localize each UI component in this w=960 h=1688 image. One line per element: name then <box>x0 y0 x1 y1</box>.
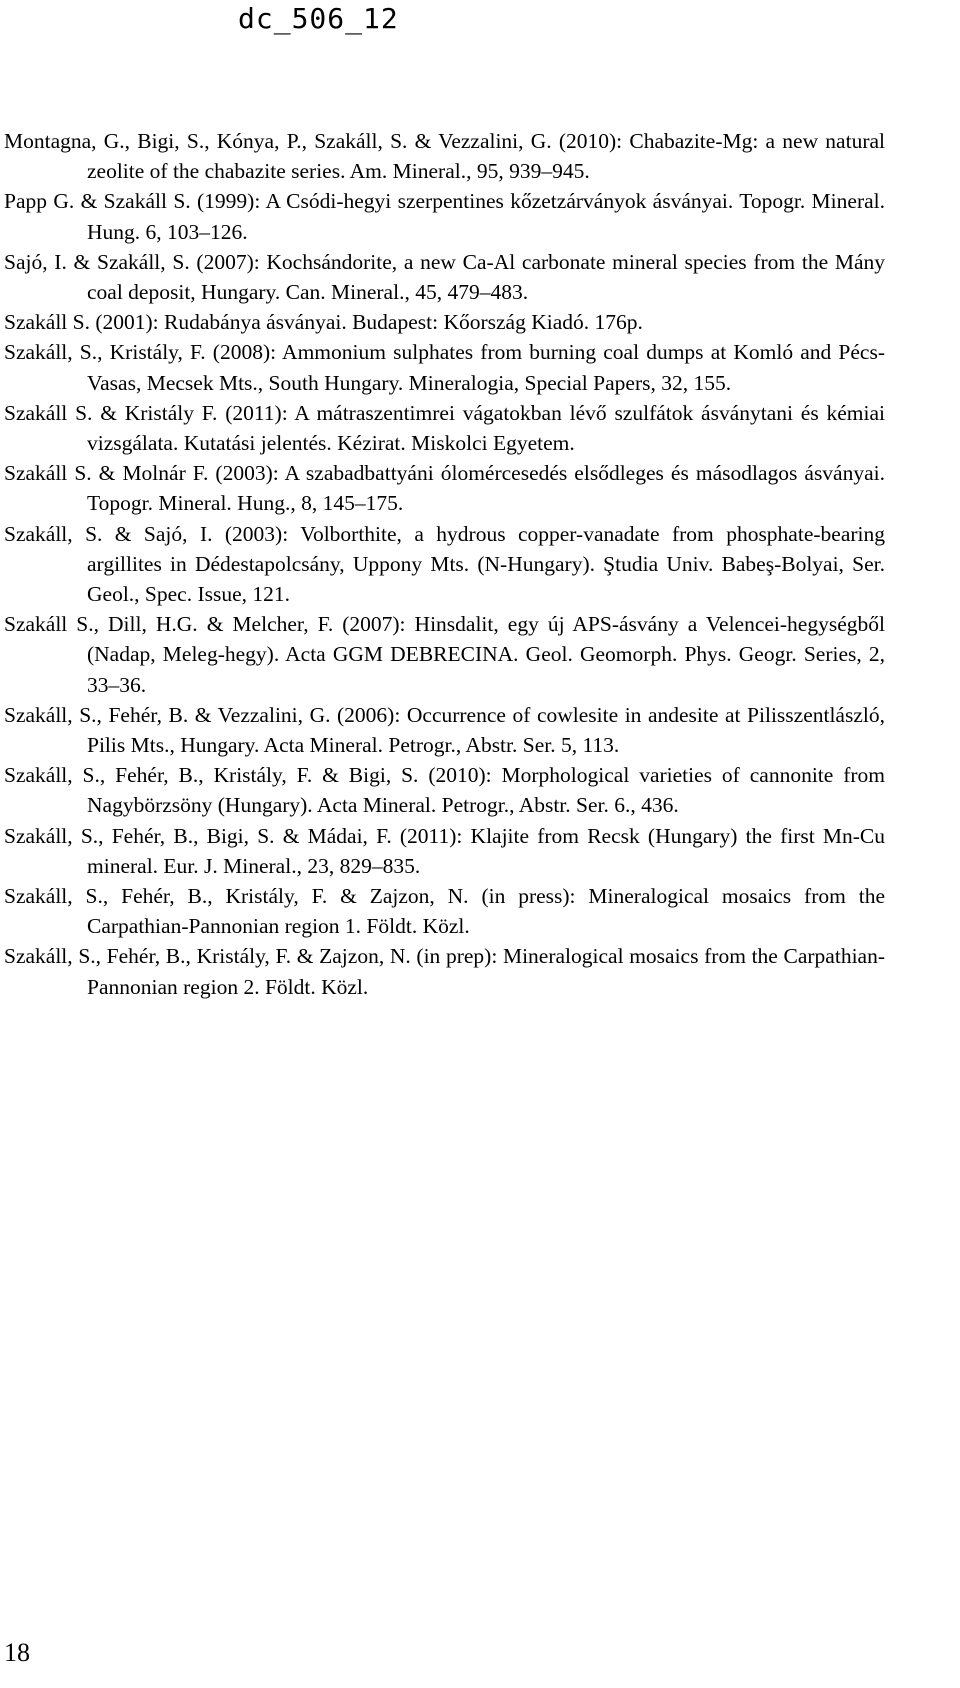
reference-entry: Szakáll, S., Fehér, B., Kristály, F. & Bigi, S. (2010): Morphological varieties of cannonite from Nagybörzsöny (Hungary). Acta Mineral. Petrogr., Abstr. Ser. 6., 436. <box>4 763 885 818</box>
reference-entry: Szakáll S. & Molnár F. (2003): A szabadbattyáni ólomércesedés elsődleges és másodlagos ásványai. Topogr. Mineral. Hung., 8, 145–175. <box>4 461 885 516</box>
document-id: dc_506_12 <box>238 2 399 35</box>
reference-entry: Papp G. & Szakáll S. (1999): A Csódi-hegyi szerpentines kőzetzárványok ásványai. Topogr. Mineral. Hung. 6, 103–126. <box>4 189 885 244</box>
reference-entry: Montagna, G., Bigi, S., Kónya, P., Szakáll, S. & Vezzalini, G. (2010): Chabazite-Mg: a new natural zeolite of the chabazite series. Am. Mineral., 95, 939–945. <box>4 129 885 184</box>
reference-entry: Szakáll, S. & Sajó, I. (2003): Volborthite, a hydrous copper-vanadate from phosphate-bearing argillites in Dédestapolcsány, Uppony Mts. (N-Hungary). Ştudia Univ. Babeş-Bolyai, Ser. Geol., Spec. Issue, 121. <box>4 521 885 607</box>
reference-entry: Szakáll, S., Fehér, B., Kristály, F. & Zajzon, N. (in press): Mineralogical mosaics from the Carpathian-Pannonian region 1. Földt. Közl. <box>4 884 885 939</box>
reference-entry: Szakáll S. (2001): Rudabánya ásványai. Budapest: Kőország Kiadó. 176p. <box>4 310 643 335</box>
reference-entry: Szakáll, S., Kristály, F. (2008): Ammonium sulphates from burning coal dumps at Komló and Pécs-Vasas, Mecsek Mts., South Hungary. Mineralogia, Special Papers, 32, 155. <box>4 340 885 395</box>
reference-entry: Szakáll, S., Fehér, B., Kristály, F. & Zajzon, N. (in prep): Mineralogical mosaics from the Carpathian-Pannonian region 2. Földt. Közl. <box>4 944 885 999</box>
reference-entry: Sajó, I. & Szakáll, S. (2007): Kochsándorite, a new Ca-Al carbonate mineral species from the Mány coal deposit, Hungary. Can. Mineral., 45, 479–483. <box>4 249 885 305</box>
reference-entry: Szakáll S., Dill, H.G. & Melcher, F. (2007): Hinsdalit, egy új APS-ásvány a Velencei-hegységből (Nadap, Meleg-hegy). Acta GGM DEBRECINA. Geol. Geomorph. Phys. Geogr. Series, 2, 33–36. <box>4 612 885 697</box>
page-number: 18 <box>4 1638 30 1667</box>
reference-list <box>4 126 885 1002</box>
reference-entry: Szakáll, S., Fehér, B. & Vezzalini, G. (2006): Occurrence of cowlesite in andesite at Pilisszentlászló, Pilis Mts., Hungary. Acta Mineral. Petrogr., Abstr. Ser. 5, 113. <box>4 702 885 758</box>
reference-entry: Szakáll S. & Kristály F. (2011): A mátraszentimrei vágatokban lévő szulfátok ásványtani és kémiai vizsgálata. Kutatási jelentés. Kézirat. Miskolci Egyetem. <box>4 400 885 456</box>
reference-entry: Szakáll, S., Fehér, B., Bigi, S. & Mádai, F. (2011): Klajite from Recsk (Hungary) the first Mn-Cu mineral. Eur. J. Mineral., 23, 829–835. <box>4 823 885 878</box>
